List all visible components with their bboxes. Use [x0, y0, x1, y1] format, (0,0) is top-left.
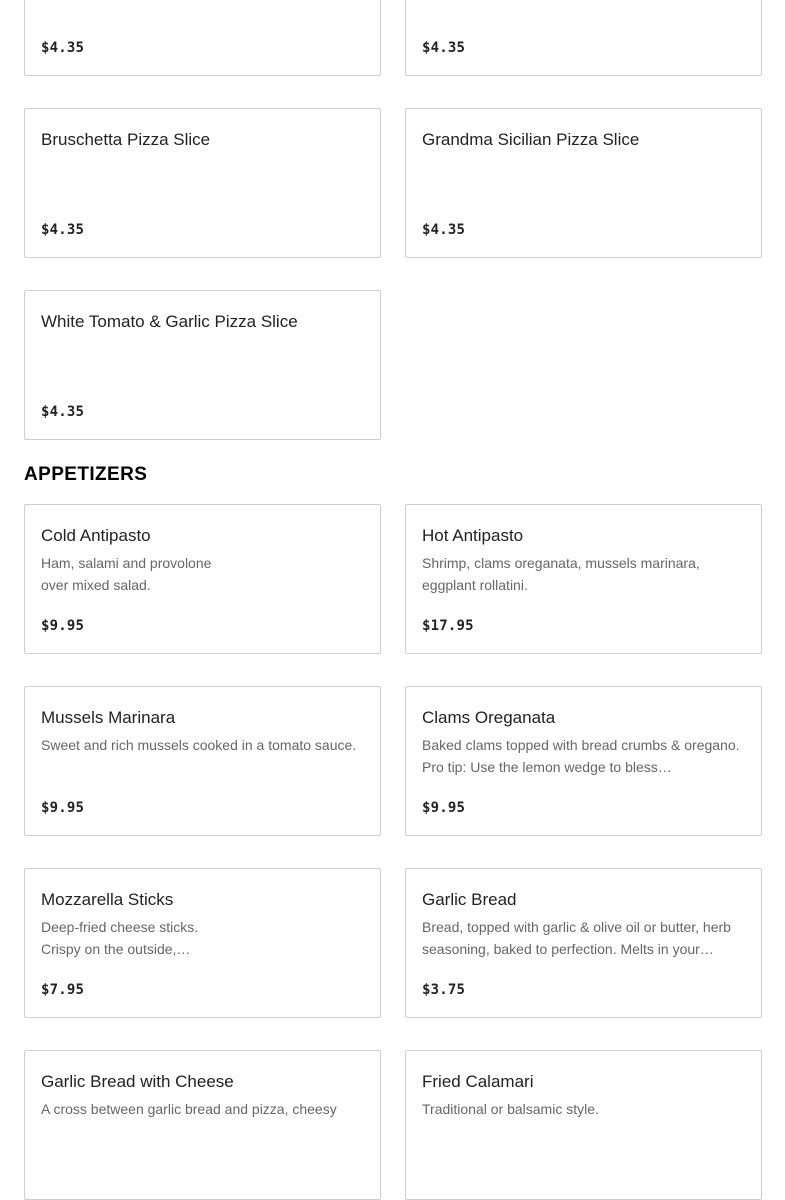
menu-item-name: Mozzarella Sticks	[41, 890, 174, 909]
menu-item-price: $3.75	[422, 982, 466, 998]
menu-item-description: Deep-fried cheese sticks. Crispy on the outside,…	[41, 919, 199, 957]
menu-item-card-garlic-bread[interactable]	[405, 868, 762, 1018]
menu-item-name: Garlic Bread with Cheese	[41, 1072, 234, 1091]
menu-item-description: Ham, salami and provolone over mixed salad.	[41, 555, 212, 593]
menu-item-description: Bread, topped with garlic & olive oil or butter, herb seasoning, baked to perfection. Melts in your…	[422, 919, 731, 957]
menu-item-card[interactable]	[405, 0, 762, 76]
menu-item-price: $4.35	[41, 404, 85, 420]
menu-item-card-mussels-marinara[interactable]	[24, 686, 381, 836]
menu-item-card-mozzarella-sticks[interactable]	[24, 868, 381, 1018]
menu-item-card-white-tomato-garlic-pizza-slice[interactable]	[24, 290, 381, 440]
menu-item-price: $9.95	[41, 618, 85, 634]
menu-item-price: $17.95	[422, 618, 474, 634]
menu-item-name: Hot Antipasto	[422, 526, 524, 545]
menu-item-card-grandma-sicilian-pizza-slice[interactable]	[405, 108, 762, 258]
menu-item-description: Baked clams topped with bread crumbs & oregano. Pro tip: Use the lemon wedge to bless…	[422, 737, 740, 775]
menu-item-description: Shrimp, clams oreganata, mussels marinara, eggplant rollatini.	[422, 555, 700, 593]
menu-viewport	[24, 0, 761, 1200]
menu-item-price: $4.35	[422, 40, 466, 56]
menu-item-price: $9.95	[41, 800, 85, 816]
menu-item-card-hot-antipasto[interactable]	[405, 504, 762, 654]
menu-item-name: White Tomato & Garlic Pizza Slice	[41, 312, 298, 331]
menu-item-name: Bruschetta Pizza Slice	[41, 130, 211, 149]
menu-item-name: Cold Antipasto	[41, 526, 151, 545]
pizza-slices-grid	[24, 0, 761, 440]
menu-item-name: Mussels Marinara	[41, 708, 176, 727]
section-title-appetizers: APPETIZERS	[24, 464, 148, 485]
appetizers-grid	[24, 504, 761, 1200]
menu-item-price: $7.95	[41, 982, 85, 998]
menu-item-card[interactable]	[24, 0, 381, 76]
menu-item-price: $4.35	[41, 222, 85, 238]
menu-item-card-fried-calamari[interactable]	[405, 1050, 762, 1200]
menu-item-card-garlic-bread-with-cheese[interactable]	[24, 1050, 381, 1200]
menu-item-description: Sweet and rich mussels cooked in a tomato sauce.	[41, 737, 357, 753]
menu-item-price: $9.95	[422, 800, 466, 816]
menu-item-description: Traditional or balsamic style.	[422, 1101, 599, 1117]
menu-item-name: Grandma Sicilian Pizza Slice	[422, 130, 640, 149]
menu-item-price: $4.35	[41, 40, 85, 56]
menu-item-card-bruschetta-pizza-slice[interactable]	[24, 108, 381, 258]
menu-item-name: Garlic Bread	[422, 890, 517, 909]
menu-item-card-cold-antipasto[interactable]	[24, 504, 381, 654]
menu-item-price: $4.35	[422, 222, 466, 238]
menu-item-name: Clams Oreganata	[422, 708, 556, 727]
menu-item-name: Fried Calamari	[422, 1072, 534, 1091]
menu-item-description: A cross between garlic bread and pizza, cheesy	[41, 1101, 337, 1117]
menu-item-card-clams-oreganata[interactable]	[405, 686, 762, 836]
